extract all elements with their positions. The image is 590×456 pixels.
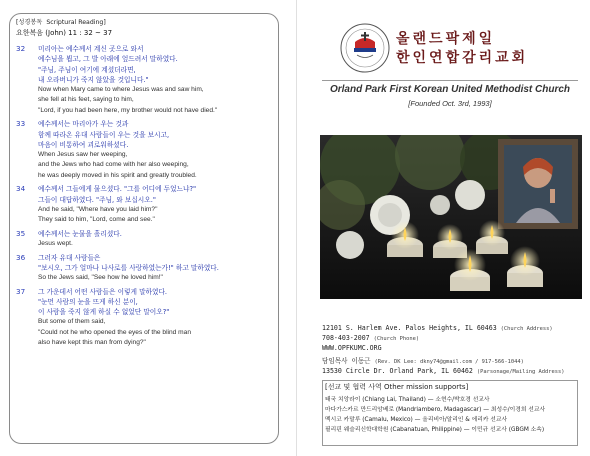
verse-line-english: Jesus wept. <box>38 239 73 247</box>
verse-line-english: And he said, "Where have you laid him?" <box>38 205 158 213</box>
church-seal-icon <box>339 22 391 74</box>
verse-line-english: They said to him, "Lord, come and see." <box>38 216 155 224</box>
verse-line-english: But some of them said, <box>38 318 106 326</box>
verse-number: 33 <box>16 119 26 129</box>
verse-line-korean: 그 가운데서 어떤 사람들은 이렇게 말하였다. <box>38 287 168 296</box>
church-address-line <box>322 324 553 334</box>
verse-line-korean: "눈먼 사람의 눈을 뜨게 하신 분이, <box>38 297 138 306</box>
verse-number: 34 <box>16 184 26 194</box>
verse-text <box>38 119 197 181</box>
church-address-note: (Church Address) <box>500 326 553 332</box>
church-korean-name <box>396 30 576 68</box>
header-divider <box>322 80 578 81</box>
verse-line-korean: 그들이 대답하였다. "주님, 와 보십시오." <box>38 195 156 204</box>
church-phone-line <box>322 334 419 344</box>
mission-title: [선교 및 협력 사역 Other mission supports] <box>325 383 469 391</box>
pastor-detail: (Rev. DK Lee: dkny74@gmail.com / 917-566-1044) <box>374 359 524 365</box>
reading-label-en: Scriptural Reading] <box>46 19 106 26</box>
reading-heading <box>16 18 106 27</box>
church-phone-note: (Church Phone) <box>373 336 420 342</box>
verse-line-english: she fell at his feet, saying to him, <box>38 96 134 104</box>
verse-number: 35 <box>16 228 26 238</box>
mission-item: 멕시코 카말루 (Camalu, Mexico) — 올리비아/알리인 & 에리카 선교사 <box>325 417 508 423</box>
verse-line-english: he was deeply moved in his spirit and greatly troubled. <box>38 171 197 179</box>
verse-line-english: So the Jews said, "See how he loved him!" <box>38 274 163 282</box>
verse-line-korean: 예수께서는 눈물을 흘리셨다. <box>38 229 122 238</box>
verse-text <box>38 253 219 284</box>
church-address: 12101 S. Harlem Ave. Palos Heights, IL 60463 <box>322 324 497 332</box>
verse-text <box>38 44 217 116</box>
website-link[interactable]: WWW.OPFKUMC.ORG <box>322 344 382 352</box>
mission-item: 태국 치앙라이 (Chiang Lai, Thailand) — 소현수/박호경 선교사 <box>325 397 490 403</box>
verse-text <box>38 184 196 225</box>
candles-photo <box>320 135 582 299</box>
verse-line-english: Now when Mary came to where Jesus was and saw him, <box>38 86 204 94</box>
verse-line-korean: "주님, 주님이 여기에 계셨더라면, <box>38 65 136 74</box>
verse-line-korean: 미리아는 예수께서 계신 곳으로 와서 <box>38 45 144 53</box>
verse-line-korean: 예수께서 그들에게 물으셨다. "그를 어디에 두었느냐?" <box>38 185 197 194</box>
church-korean-name-line1: 올랜드팍제일 <box>396 31 496 47</box>
verse-line-korean: 예수님을 뵙고, 그 발 아래에 엎드려서 말하였다. <box>38 55 178 64</box>
verse-line-english: "Lord, if you had been here, my brother would not have died." <box>38 106 218 114</box>
verse-number: 32 <box>16 44 26 53</box>
founded-date: [Founded Oct. 3rd, 1993] <box>408 99 492 108</box>
verse-line-korean: 내 오라버니가 죽지 않았을 것입니다." <box>38 75 149 84</box>
verse-number: 37 <box>16 286 26 296</box>
parsonage-line <box>322 367 564 377</box>
verse-line-korean: 그러자 유대 사람들은 <box>38 253 101 262</box>
verse-line-english: also have kept this man from dying?" <box>38 339 146 347</box>
verse-line-korean: 함께 따라온 유대 사람들이 우는 것을 보시고, <box>38 130 170 139</box>
parsonage-address: 13530 Circle Dr. Orland Park, IL 60462 <box>322 367 473 375</box>
verse-line-korean: 이 사람을 죽지 않게 하실 수 없었단 말이오?" <box>38 308 170 317</box>
verse-line-korean: 마음이 비통하여 괴로워하셨다. <box>38 140 129 149</box>
verse-line-english: "Could not he who opened the eyes of the blind man <box>38 328 192 336</box>
church-korean-name-line2: 한인연합감리교회 <box>396 50 529 66</box>
reading-label-ko: [성경봉독 <box>16 19 43 26</box>
verse-line-korean: 예수께서는 마리아가 우는 것과 <box>38 120 129 129</box>
page-fold <box>296 0 297 456</box>
church-phone: 708-403-2007 <box>322 334 370 342</box>
parsonage-note: (Parsonage/Mailing Address) <box>476 369 565 375</box>
mission-item: 마다가스카르 만드리암베로 (Mandriambero, Madagascar) — 최성수/이경희 선교사 <box>325 407 546 413</box>
verse-text <box>38 287 191 349</box>
pastor-line <box>322 357 524 367</box>
church-english-name: Orland Park First Korean United Methodist Church <box>329 84 571 95</box>
verse-line-english: and the Jews who had come with her also weeping, <box>38 161 189 169</box>
reading-reference: 요한복음 (John) 11 : 32 ~ 37 <box>16 29 113 37</box>
mission-item: 필리핀 웨슬리신학대학원 (Cabanatuan, Philippine) — 이민규 선교사 (GBGM 소속) <box>325 427 545 433</box>
verse-line-korean: "보시오, 그가 얼마나 나사로를 사랑하였는가!" 하고 말하였다. <box>38 263 219 272</box>
verse-text <box>38 229 122 250</box>
website-line <box>322 344 382 353</box>
pastor-label: 담임목사 이동근 <box>322 357 371 365</box>
verse-number: 36 <box>16 252 26 262</box>
verse-line-english: When Jesus saw her weeping, <box>38 151 128 159</box>
